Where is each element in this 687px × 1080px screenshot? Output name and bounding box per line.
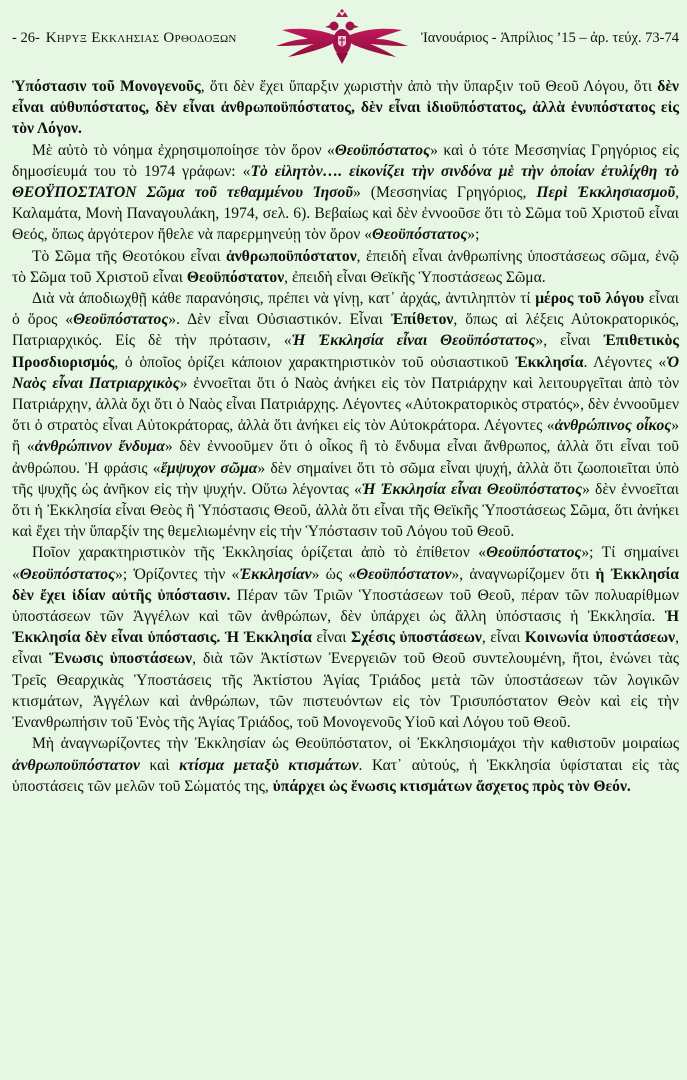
paragraph xyxy=(12,733,679,797)
text-run: εἶναι xyxy=(311,629,352,647)
emphasis-text: Περὶ Ἐκκλησιασμοῦ xyxy=(536,184,676,202)
text-run: . Κατ᾽ αὐτούς, ἡ Ἐκκλησία ὑφίσταται εἰς τὰς ὑποστάσεις τῶν μελῶν τοῦ Σώματός της, xyxy=(12,756,679,795)
paragraph xyxy=(12,288,679,542)
text-run: Διὰ νὰ ἀποδιωχθῇ κάθε παρανόησις, πρέπει νὰ γίνῃ, κατ᾽ ἀρχάς, ἀντιληπτὸν τί xyxy=(32,290,536,308)
text-run: » δὲν σημαίνει ὅτι τὸ σῶμα εἶναι ψυχή, ἀλλὰ ὅτι ζωοποιεῖται ὑπὸ τῆς ψυχῆς ὡς ἀνῆκον εἰς τὴν ψυχήν. Οὕτω λέγοντας « xyxy=(12,459,679,498)
text-run: . Λέγοντες « xyxy=(583,353,667,371)
text-run: , εἶναι xyxy=(12,629,679,668)
emphasis-text: Ἡ Ἐκκλησία δὲν εἶναι ὑπόστασις. Ἡ Ἐκκλησία xyxy=(12,608,679,647)
emphasis-text: Θεοϋπόστατον xyxy=(356,565,452,583)
paragraph xyxy=(12,246,679,288)
text-run: Πέραν τῶν Τριῶν Ὑποστάσεων τοῦ Θεοῦ, πέραν τῶν πολυαρίθμων ὑποστάσεων τῶν Ἀγγέλων καὶ τῶν ἀνθρώπων, δὲν ὑπάρχει ὡς ἄλλη ὑπόστασις ἡ Ἐκκλησία. xyxy=(12,586,679,626)
text-run: » ὡς « xyxy=(311,565,357,583)
emphasis-text: Θεοϋπόστατον xyxy=(186,268,285,286)
emphasis-text: ἀνθρωποϋπόστατον xyxy=(12,756,140,774)
text-run: » ἢ « xyxy=(12,417,679,456)
emphasis-text: ἀνθρωποϋπόστατον xyxy=(226,247,357,265)
text-run: » δὲν ἐννοοῦμεν ὅτι ὁ οἶκος ἢ τὸ ἔνδυμα εἶναι ἄνθρωπος, ἀλλὰ ὅτι εἶναι τοῦ ἀνθρώπου. Ἡ φράσις « xyxy=(12,438,679,477)
emphasis-text: Κοινωνία ὑποστάσεων xyxy=(524,629,676,647)
text-run: , εἶναι xyxy=(481,629,525,647)
text-run: Ποῖον χαρακτηριστικὸν τῆς Ἐκκλησίας ὁρίζεται ἀπὸ τὸ ἐπίθετον « xyxy=(32,544,487,562)
paragraph xyxy=(12,140,679,246)
issue-info: Ἰανουάριος - Ἀπρίλιος ’15 – ἀρ. τεύχ. 73-74 xyxy=(420,30,679,46)
text-run: » ἐννοεῖται ὅτι ὁ Ναὸς ἀνήκει εἰς τὸν Πατριάρχην καὶ λειτουργεῖται ἀπὸ τὸν Πατριάρχην, ἀλλὰ ὄχι ὅτι ὁ Ναὸς εἶναι Πατριάρχης. Λέγοντες «Αὐτοκρατορικὸς στρατός», δὲν ἐννοοῦμεν ὅτι ὁ στρατὸς εἶναι Αὐτοκράτορας, ἀλλὰ ὅτι ἀνήκει εἰς τὸν Αὐτοκράτορα. Λέγοντες « xyxy=(12,374,680,435)
text-run: Μὲ αὐτὸ τὸ νόημα ἐχρησιμοποίησε τὸν ὅρον « xyxy=(32,141,335,159)
emphasis-text: Θεοϋπόστατος xyxy=(334,141,431,159)
text-run: , ὅτι δὲν ἔχει ὕπαρξιν χωριστὴν ἀπὸ τὴν ὕπαρξιν τοῦ Θεοῦ Λόγου, ὅτι xyxy=(200,78,658,95)
emphasis-text: Ἐπίθετον xyxy=(390,311,454,329)
text-run: » (Μεσσηνίας Γρηγόριος, xyxy=(352,184,537,202)
text-run: καὶ xyxy=(139,756,180,774)
text-run: , ὁ ὁποῖος ὁρίζει κάποιον χαρακτηριστικὸν τοῦ οὐσιαστικοῦ xyxy=(114,353,516,371)
emphasis-text: Θεοϋπόστατος xyxy=(19,565,116,583)
page-number: - 26- xyxy=(12,30,40,46)
emphasis-text: Σχέσις ὑποστάσεων xyxy=(351,629,482,647)
paragraph xyxy=(12,542,679,733)
emphasis-text: Θεοϋπόστατος xyxy=(486,544,582,562)
article-body xyxy=(12,76,679,797)
emphasis-text: ὑπάρχει ὡς ἕνωσις κτισμάτων ἄσχετος πρὸς τὸν Θεόν. xyxy=(272,777,631,795)
text-run: »; xyxy=(467,226,480,244)
emphasis-text: Ἐκκλησίαν xyxy=(239,565,312,583)
emphasis-text: Ἐκκλησία xyxy=(515,353,584,371)
header-left xyxy=(12,30,237,47)
emphasis-text: ἡ Ἐκκλησία δὲν ἔχει ἰδίαν αὐτῆς ὑπόστασιν. xyxy=(12,565,679,604)
text-run: , διὰ τῶν Ἀκτίστων Ἐνεργειῶν τοῦ Θεοῦ συντελουμένη, ἤτοι, ἑνώνει τὰς Τρεῖς Θεαρχικὰς Ὑποστάσεις τῆς Ἀκτίστου Ἁγίας Τριάδος μετὰ τῶν ὑποστάσεων τῶν λογικῶν κτισμάτων, Ἀγγέλων καὶ ἀνθρώπων, τῶν πιστευόντων εἰς τὸν Τρισυπόστατον Θεὸν καὶ εἰς τὴν Ἐνανθρωπήσιν τοῦ Ἑνὸς τῆς Ἁγίας Τριάδος, τοῦ Μονογενοῦς Υἱοῦ καὶ Λόγου τοῦ Θεοῦ. xyxy=(12,650,679,732)
emphasis-text: Θεοϋπόστατος xyxy=(73,311,169,329)
emphasis-text: Ἡ Ἐκκλησία εἶναι Θεοϋπόστατος xyxy=(291,332,536,350)
text-run: εἶναι ὁ ὅρος « xyxy=(12,290,680,329)
journal-title: Κηρυξ Εκκλησιας Ορθοδοξων xyxy=(45,30,237,46)
emphasis-text: Τὸ εἰλητὸν…. εἰκονίζει τὴν σινδόνα μὲ τὴν ὁποίαν ἐτυλίχθη τὸ ΘΕΟΫΠΟΣΤΑΤΟΝ Σῶμα τοῦ τεθαμμένου Ἰησοῦ xyxy=(12,162,679,202)
text-run: Μὴ ἀναγνωρίζοντες τὴν Ἐκκλησίαν ὡς Θεοϋπόστατον, οἱ Ἐκκλησιομάχοι τὴν καθιστοῦν μοιραίως xyxy=(32,735,679,753)
text-run: »; Ὁρίζοντες τὴν « xyxy=(115,565,240,583)
emphasis-text: ἀνθρώπινος οἶκος xyxy=(554,417,672,435)
text-run: » καὶ ὁ τότε Μεσσηνίας Γρηγόριος εἰς δημοσίευμά του τὸ 1974 γράφων: « xyxy=(12,141,679,180)
text-run: », εἶναι xyxy=(535,332,604,350)
emphasis-text: μέρος τοῦ λόγου xyxy=(535,290,645,308)
text-run: , ἐπειδὴ εἶναι Θεϊκῆς Ὑποστάσεως Σῶμα. xyxy=(284,268,546,286)
text-run: »; Τί σημαίνει « xyxy=(12,544,679,583)
emphasis-text: Ὑπόστασιν τοῦ Μονογενοῦς xyxy=(12,78,201,95)
paragraph xyxy=(12,76,679,140)
double-headed-eagle-emblem-icon xyxy=(268,8,416,66)
emphasis-text: Ἡ Ἐκκλησία εἶναι Θεοϋπόστατος xyxy=(361,480,583,498)
emphasis-text: Ἐπιθετικὸς Προσδιορισμός xyxy=(12,332,679,371)
emphasis-text: ἔμψυχον σῶμα xyxy=(160,459,258,477)
text-run: » δὲν ἐννοεῖται ὅτι ἡ Ἐκκλησία εἶναι Θεὸς ἢ Ὑπόστασις Θεοῦ, ἀλλὰ ὅτι εἶναι τῆς Θεϊκῆς Ὑποστάσεως Σῶμα, ὅτι ἀνήκει καὶ ἔχει τὴν ὕπαρξίν της θεμελιωμένην εἰς τὴν Ὑπόστασιν τοῦ Λόγου τοῦ Θεοῦ. xyxy=(12,480,679,541)
text-run: », ἀναγνωρίζομεν ὅτι xyxy=(451,565,596,583)
emphasis-text: δὲν εἶναι αὐθυπόστατος, δὲν εἶναι ἀνθρωποϋπόστατος, δὲν εἶναι ἰδιοϋπόστατος, ἀλλὰ ἐνυπόστατος εἰς τὸν Λόγον. xyxy=(12,78,679,138)
text-run: , Καλαμάτα, Μονὴ Παναγουλάκη, 1974, σελ. 6). Βεβαίως καὶ δὲν ἐννοοῦσε ὅτι τὸ Σῶμα τοῦ Χριστοῦ εἶναι Θεός, ὅπως ἀργότερον ἤθελε νὰ παρερμηνεύῃ τὸν ὅρον « xyxy=(12,184,679,244)
emphasis-text: Ἕνωσις ὑποστάσεων xyxy=(49,650,193,668)
text-run: , ὅπως αἱ λέξεις Αὐτοκρατορικός, Πατριαρχικός. Εἰς δὲ τὴν πρότασιν, « xyxy=(12,311,679,350)
text-run: , ἐπειδὴ εἶναι ἀνθρωπίνης ὑποστάσεως σῶμα, ἐνῷ τὸ Σῶμα τοῦ Χριστοῦ εἶναι xyxy=(12,247,679,286)
text-run: Τὸ Σῶμα τῆς Θεοτόκου εἶναι xyxy=(32,247,227,265)
emphasis-text: κτίσμα μεταξὺ κτισμάτων xyxy=(179,756,359,774)
emphasis-text: ἀνθρώπινον ἔνδυμα xyxy=(34,438,165,456)
emphasis-text: Θεοϋπόστατος xyxy=(372,226,468,244)
emphasis-text: Ὁ Ναὸς εἶναι Πατριαρχικὸς xyxy=(12,353,679,392)
text-run: ». Δὲν εἶναι Οὐσιαστικόν. Εἶναι xyxy=(168,311,391,329)
